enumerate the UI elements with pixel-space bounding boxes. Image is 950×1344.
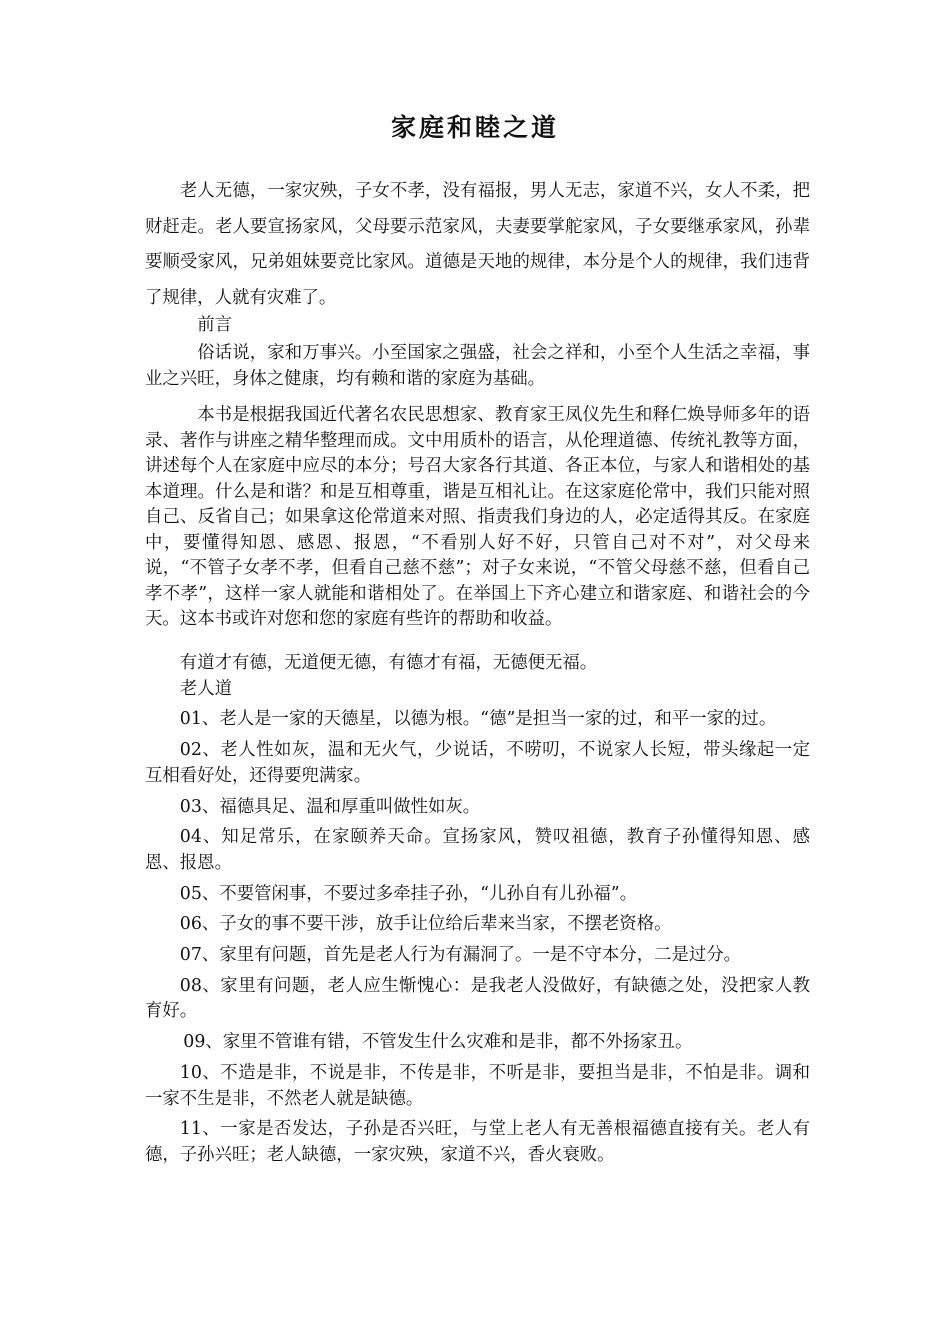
list-item: 04、知足常乐，在家颐养天命。宣扬家风，赞叹祖德，教育子孙懂得知恩、感恩、报恩。 <box>145 827 810 873</box>
intro-section <box>145 174 810 316</box>
list-item: 02、老人性如灰，温和无火气，少说话，不唠叨，不说家人长短，带头缘起一定互相看好处，还得要兜满家。 <box>145 740 810 786</box>
preface-section <box>145 340 810 392</box>
motto-paragraph: 有道才有德，无道便无德，有德才有福，无德便无福。 <box>179 653 598 673</box>
preface-paragraph-2: 本书是根据我国近代著名农民思想家、教育家王凤仪先生和释仁焕导师多年的语录、著作与讲座之精华整理而成。文中用质朴的语言，从伦理道德、传统礼教等方面，讲述每个人在家庭中应尽的本分；号召大家各行其道、各正本位，与家人和谐相处的基本道理。什么是和谐？和是互相尊重，谐是互相礼让。在这家庭伦常中，我们只能对照自己、反省自己；如果拿这伦常道来对照、指责我们身边的人，必定适得其反。在家庭中，要懂得知恩、感恩、报恩，“不看别人好不好，只管自己对不对”，对父母来说，“不管子女孝不孝，但看自己慈不慈”；对子女来说，“不管父母慈不慈，但看自己孝不孝”，这样一家人就能和谐相处了。在举国上下齐心建立和谐家庭、和谐社会的今天。这本书或许对您和您的家庭有些许的帮助和收益。 <box>145 405 810 629</box>
list-item: 09、家里不管谁有错，不管发生什么灾难和是非，都不外扬家丑。 <box>183 1032 693 1053</box>
preface-heading-block <box>145 312 810 338</box>
section-heading: 老人道 <box>179 678 232 699</box>
list-item: 08、家里有问题，老人应生惭愧心：是我老人没做好，有缺德之处，没把家人教育好。 <box>145 975 810 1022</box>
list-item: 10、不造是非，不说是非，不传是非，不听是非，要担当是非，不怕是非。调和一家不生是非，不然老人就是缺德。 <box>145 1062 810 1109</box>
list-item: 01、老人是一家的天德星，以德为根。“德”是担当一家的过，和平一家的过。 <box>179 709 777 730</box>
list-item: 11、一家是否发达，子孙是否兴旺，与堂上老人有无善根福德直接有关。老人有德，子孙兴旺；老人缺德，一家灾殃，家道不兴，香火衰败。 <box>145 1119 810 1165</box>
list-item: 05、不要管闲事，不要过多牵挂子孙，“儿孙自有儿孙福”。 <box>179 883 638 904</box>
preface-body-section <box>145 403 810 633</box>
list-item: 03、福德具足、温和厚重叫做性如灰。 <box>179 796 481 817</box>
list-item: 07、家里有问题，首先是老人行为有漏洞了。一是不守本分，二是过分。 <box>179 945 742 966</box>
preface-paragraph-1: 俗话说，家和万事兴。小至国家之强盛，社会之祥和，小至个人生活之幸福，事业之兴旺，身体之健康，均有赖和谐的家庭为基础。 <box>145 343 810 389</box>
elder-section <box>145 651 810 1169</box>
document-title: 家庭和睦之道 <box>390 113 559 142</box>
list-item: 06、子女的事不要干涉，放手让位给后辈来当家，不摆老资格。 <box>179 914 672 935</box>
intro-paragraph: 老人无德，一家灾殃，子女不孝，没有福报，男人无志，家道不兴，女人不柔，把财赶走。老人要宣扬家风，父母要示范家风，夫妻要掌舵家风，子女要继承家风，孙辈要顺受家风，兄弟姐妹要竞比家风。道德是天地的规律，本分是个人的规律，我们违背了规律，人就有灾难了。 <box>145 181 810 308</box>
preface-heading: 前言 <box>197 315 232 335</box>
